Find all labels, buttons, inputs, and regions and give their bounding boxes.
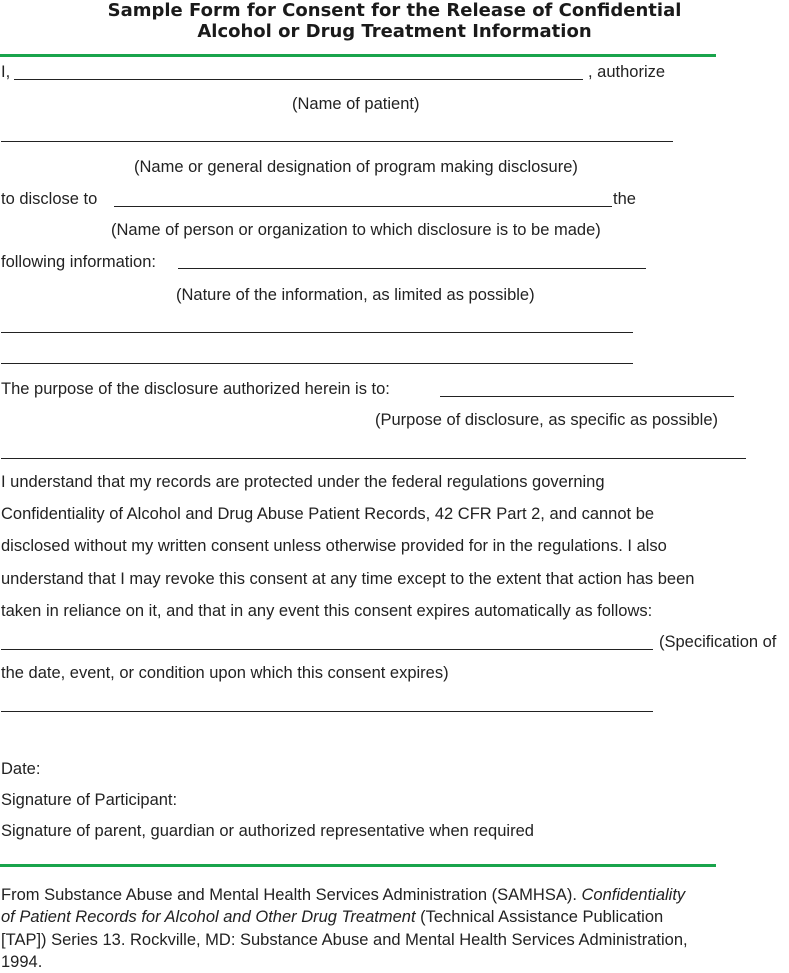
patient-prefix: I, bbox=[1, 63, 11, 81]
nature-caption: (Nature of the information, as limited as possible) bbox=[176, 286, 535, 304]
statement-line: disclosed without my written consent unless otherwise provided for in the regulations. I also bbox=[1, 537, 667, 556]
information-field[interactable] bbox=[178, 268, 646, 269]
top-rule bbox=[0, 54, 716, 57]
citation-line-2: of Patient Records for Alcohol and Other Drug Treatment (Technical Assistance Publication bbox=[1, 908, 664, 927]
statement-line: I understand that my records are protected under the federal regulations governing bbox=[1, 473, 605, 491]
date-label: Date: bbox=[1, 760, 41, 778]
patient-name-caption: (Name of patient) bbox=[292, 95, 420, 113]
purpose-field-line-2[interactable] bbox=[1, 458, 746, 459]
citation-line-4: 1994. bbox=[1, 952, 43, 971]
program-name-field[interactable] bbox=[1, 141, 673, 142]
authorize-label: , authorize bbox=[588, 63, 666, 81]
recipient-field[interactable] bbox=[114, 206, 612, 207]
source-citation bbox=[1, 884, 688, 973]
bottom-rule bbox=[0, 864, 716, 867]
disclose-to-label: to disclose to bbox=[1, 190, 98, 208]
citation-line-3: [TAP]) Series 13. Rockville, MD: Substance Abuse and Mental Health Services Administration, bbox=[1, 930, 688, 949]
form-title-line-1: Sample Form for Consent for the Release of Confidential bbox=[107, 0, 682, 21]
consent-statement bbox=[1, 466, 694, 627]
recipient-caption: (Name of person or organization to which disclosure is to be made) bbox=[111, 221, 601, 239]
purpose-label: The purpose of the disclosure authorized herein is to: bbox=[1, 380, 390, 398]
expiry-field-line-2[interactable] bbox=[1, 711, 653, 712]
statement-line: Confidentiality of Alcohol and Drug Abuse Patient Records, 42 CFR Part 2, and cannot be bbox=[1, 505, 655, 524]
purpose-field[interactable] bbox=[440, 396, 734, 397]
citation-line-1: From Substance Abuse and Mental Health Services Administration (SAMHSA). Confidentiality bbox=[1, 886, 686, 904]
information-field-line-3[interactable] bbox=[1, 363, 633, 364]
representative-signature-label: Signature of parent, guardian or authorized representative when required bbox=[1, 822, 534, 840]
expiry-caption-2: the date, event, or condition upon which this consent expires) bbox=[1, 664, 449, 682]
expiry-field[interactable] bbox=[1, 649, 653, 650]
program-caption: (Name or general designation of program making disclosure) bbox=[134, 158, 578, 176]
the-label: the bbox=[613, 190, 636, 208]
participant-signature-label: Signature of Participant: bbox=[1, 791, 178, 809]
expiry-caption-1: (Specification of bbox=[659, 633, 777, 651]
purpose-caption: (Purpose of disclosure, as specific as possible) bbox=[375, 411, 718, 429]
information-field-line-2[interactable] bbox=[1, 332, 633, 333]
statement-line: understand that I may revoke this consent at any time except to the extent that action has been bbox=[1, 569, 695, 588]
patient-name-field[interactable] bbox=[14, 79, 583, 80]
following-info-label: following information: bbox=[1, 253, 156, 271]
form-title-line-2: Alcohol or Drug Treatment Information bbox=[197, 21, 592, 42]
statement-line: taken in reliance on it, and that in any event this consent expires automatically as follows: bbox=[1, 601, 653, 620]
